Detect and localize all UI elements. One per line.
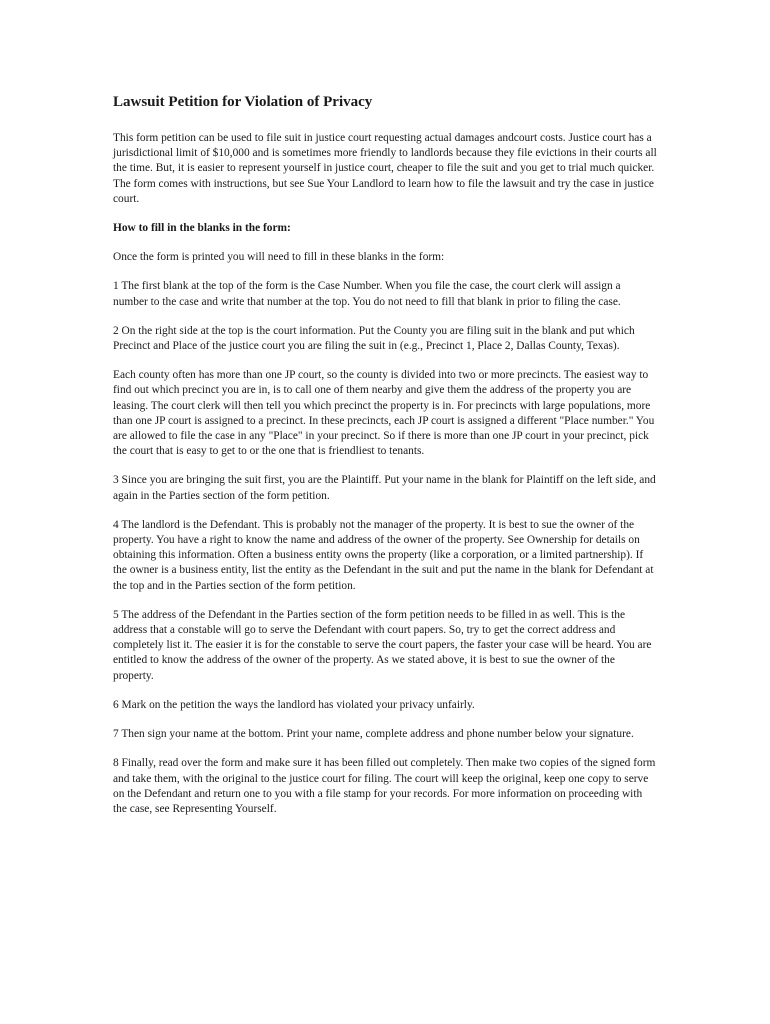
step-3-paragraph: 3 Since you are bringing the suit first, you are the Plaintiff. Put your name in the blank for Plaintiff on the left side, and again in the Parties section of the form petition. [113,474,656,502]
precinct-explanation-paragraph: Each county often has more than one JP court, so the county is divided into two or more precincts. The easiest way to find out which precinct you are in, is to call one of them nearby and give them the address of the property you are leasing. The court clerk will then tell you which precinct the property is in. For precincts with large populations, more than one JP court is assigned to a precinct. In these precincts, each JP court is assigned a different "Place number." You are allowed to file the case in any "Place" in your precinct. So if there is more than one JP court in your precinct, pick the court that is easy to get to or the one that is friendliest to tenants. [113,369,655,458]
step-8-paragraph: 8 Finally, read over the form and make sure it has been filled out completely. Then make two copies of the signed form and take them, with the original to the justice court for filing. The court will keep the original, keep one copy to serve on the Defendant and return one to you with a file stamp for your records. For more information on proceeding with the case, see Representing Yourself. [113,757,656,815]
step-7-paragraph: 7 Then sign your name at the bottom. Print your name, complete address and phone number below your signature. [113,728,634,741]
document-page [113,92,658,831]
instructions-lead: Once the form is printed you will need to fill in these blanks in the form: [113,251,445,264]
document-title: Lawsuit Petition for Violation of Privacy [113,94,373,110]
step-4-paragraph: 4 The landlord is the Defendant. This is probably not the manager of the property. It is best to sue the owner of the property. You have a right to know the name and address of the owner of the property. See Ownership for details on obtaining this information. Often a business entity owns the property (like a corporation, or a limited partnership). If the owner is a business entity, list the entity as the Defendant in the suit and put the name in the blank for Defendant at the top and in the Parties section of the form petition. [113,518,654,592]
step-1-paragraph: 1 The first blank at the top of the form is the Case Number. When you file the case, the court clerk will assign a number to the case and write that number at the top. You do not need to fill that blank in prior to filing the case. [113,280,621,308]
intro-paragraph: This form petition can be used to file suit in justice court requesting actual damages andcourt costs. Justice court has a jurisdictional limit of $10,000 and is sometimes more friendly to landlords because they file evictions in their courts all the time. But, it is easier to represent yourself in justice court, cheaper to file the suit and you get to trial much quicker. The form comes with instructions, but see Sue Your Landlord to learn how to file the lawsuit and try the case in justice court. [113,132,657,205]
step-5-paragraph: 5 The address of the Defendant in the Parties section of the form petition needs to be filled in as well. This is the address that a constable will go to serve the Defendant with court papers. So, try to get the correct address and completely list it. The easier it is for the constable to serve the court papers, the faster your case will be heard. You are entitled to know the address of the owner of the property. As we stated above, it is best to sue the owner of the property. [113,608,652,682]
instructions-heading: How to fill in the blanks in the form: [113,222,291,235]
step-2-paragraph: 2 On the right side at the top is the court information. Put the County you are filing suit in the blank and put which Precinct and Place of the justice court you are filing the suit in (e.g., Precinct 1, Place 2, Dallas County, Texas). [113,324,635,353]
step-6-paragraph: 6 Mark on the petition the ways the landlord has violated your privacy unfairly. [113,698,475,711]
